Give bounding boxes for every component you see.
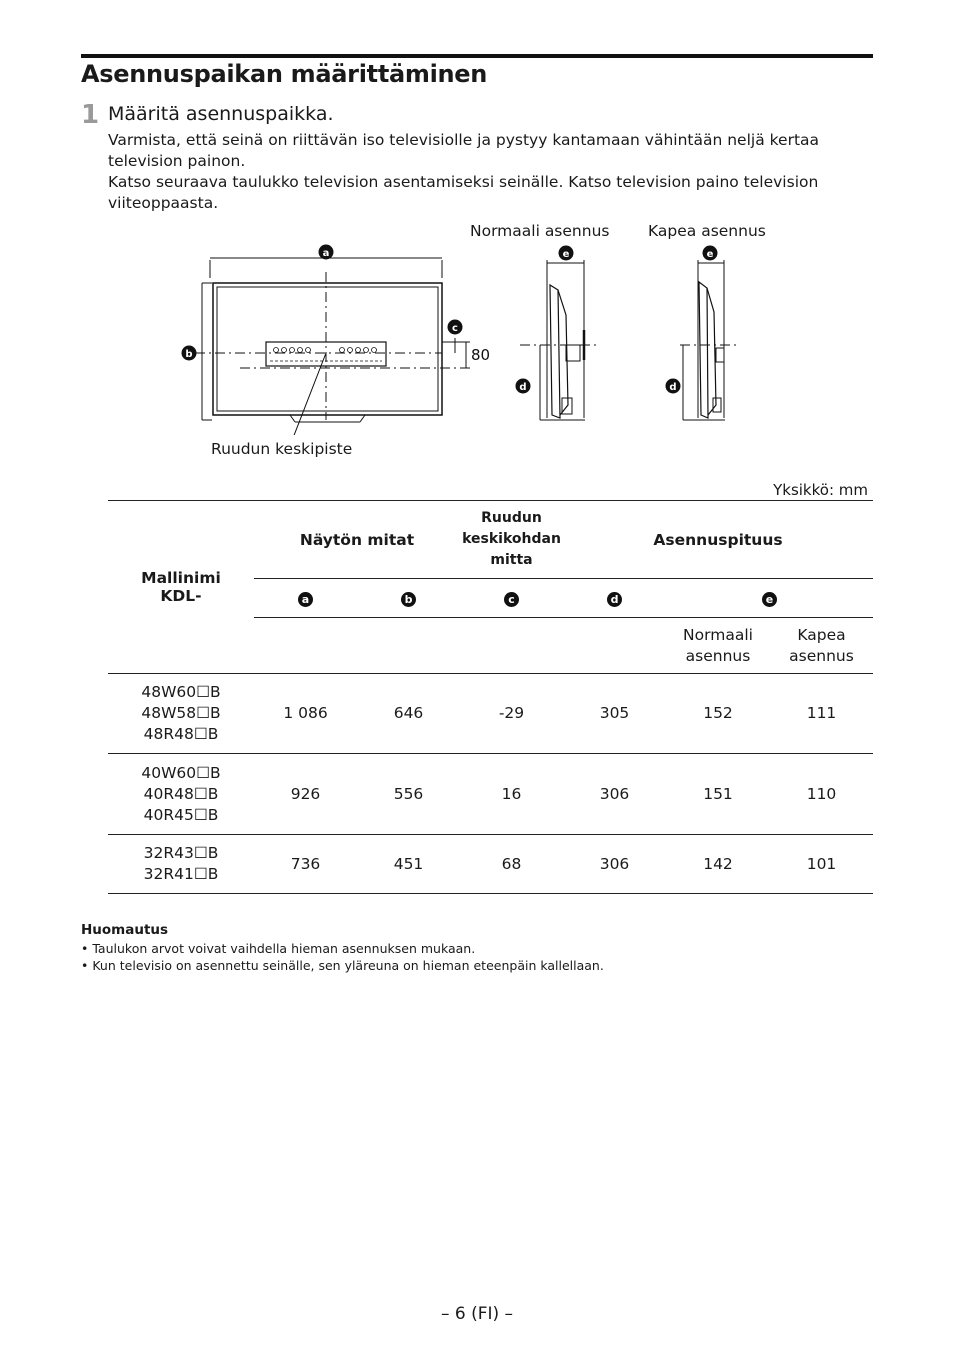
- value-e-normal: 142: [666, 835, 770, 894]
- marker-e-narrow-text: e: [706, 249, 714, 260]
- tv-mounting-diagram: [180, 220, 760, 435]
- value-b: 646: [357, 674, 460, 754]
- note-item: • Kun televisio on asennettu seinälle, sen yläreuna on hieman eteenpäin kallellaan.: [81, 958, 604, 973]
- value-e-normal: 152: [666, 674, 770, 754]
- table-row: [108, 754, 873, 835]
- notes-section: [81, 922, 604, 974]
- value-b: 556: [357, 754, 460, 835]
- model-header: Mallinimi KDL-: [141, 569, 221, 605]
- value-b: 451: [357, 835, 460, 894]
- mounting-dimensions-table: [108, 500, 873, 894]
- step-number: 1: [81, 100, 100, 130]
- marker-d-normal-text: d: [519, 382, 527, 393]
- paragraph-wall-strength: Varmista, että seinä on riittävän iso televisiolle ja pystyy kantamaan vähintään neljä kertaa television painon.: [108, 131, 820, 170]
- title-rule: [81, 54, 873, 58]
- narrow-install-header: Kapea asennus: [770, 618, 873, 674]
- value-c: 16: [460, 754, 563, 835]
- value-d: 306: [563, 835, 666, 894]
- marker-a-text: a: [322, 248, 330, 259]
- marker-d-narrow-text: d: [669, 382, 677, 393]
- value-e-normal: 151: [666, 754, 770, 835]
- value-e-narrow: 101: [770, 835, 873, 894]
- model-cell: 40W60☐B 40R48☐B 40R45☐B: [108, 754, 254, 835]
- screen-dims-header: Näytön mitat: [299, 530, 415, 549]
- unit-label: Yksikkö: mm: [773, 481, 868, 499]
- value-a: 926: [254, 754, 357, 835]
- marker-b-text: b: [185, 349, 193, 360]
- value-e-narrow: 111: [770, 674, 873, 754]
- dimension-80-text: 80: [471, 346, 491, 364]
- normal-install-label: Normaali asennus: [470, 222, 610, 240]
- marker-e-normal-text: e: [562, 249, 570, 260]
- value-d: 305: [563, 674, 666, 754]
- table-row: [108, 674, 873, 754]
- notes-heading: Huomautus: [81, 922, 169, 938]
- center-header: Ruudun keskikohdan mitta: [462, 510, 561, 568]
- col-e-header: e: [666, 579, 873, 618]
- col-c-header: c: [460, 579, 563, 618]
- col-a-header: a: [254, 579, 357, 618]
- normal-install-header: Normaali asennus: [666, 618, 770, 674]
- step-title: Määritä asennuspaikka.: [108, 103, 334, 125]
- value-d: 306: [563, 754, 666, 835]
- table-row: [108, 835, 873, 894]
- model-cell: 32R43☐B 32R41☐B: [108, 835, 254, 894]
- page-title: Asennuspaikan määrittäminen: [81, 60, 488, 88]
- note-item: • Taulukon arvot voivat vaihdella hieman asennuksen mukaan.: [81, 941, 476, 956]
- value-c: 68: [460, 835, 563, 894]
- value-a: 736: [254, 835, 357, 894]
- screen-center-label: Ruudun keskipiste: [211, 440, 353, 458]
- col-d-header: d: [563, 579, 666, 618]
- length-header: Asennuspituus: [653, 530, 783, 549]
- narrow-install-label: Kapea asennus: [648, 222, 766, 240]
- marker-c-text: c: [452, 323, 458, 334]
- page-number: – 6 (FI) –: [440, 1304, 514, 1324]
- value-e-narrow: 110: [770, 754, 873, 835]
- model-cell: 48W60☐B 48W58☐B 48R48☐B: [108, 674, 254, 754]
- paragraph-see-table: Katso seuraava taulukko television asentamiseksi seinälle. Katso television paino television viiteoppaasta.: [108, 173, 819, 212]
- col-b-header: b: [357, 579, 460, 618]
- value-c: -29: [460, 674, 563, 754]
- value-a: 1 086: [254, 674, 357, 754]
